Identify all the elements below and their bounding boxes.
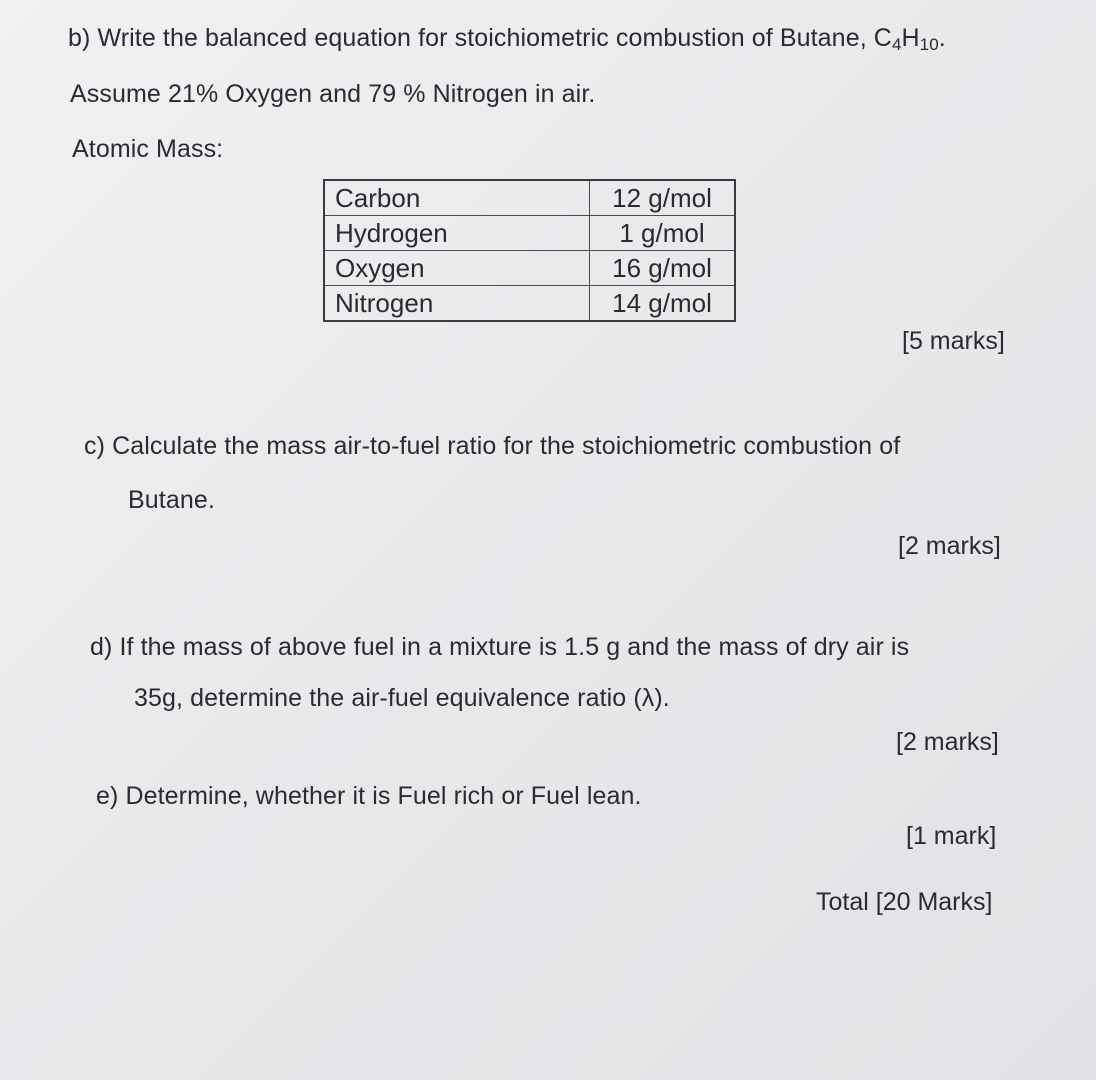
table-row xyxy=(324,216,735,251)
element-name: Carbon xyxy=(324,180,590,216)
question-e-line1: e) Determine, whether it is Fuel rich or Fuel lean. xyxy=(96,782,642,810)
question-b-line1 xyxy=(68,24,946,55)
table-row xyxy=(324,180,735,216)
atomic-mass-label: Atomic Mass: xyxy=(72,135,224,163)
question-e-marks: [1 mark] xyxy=(906,822,997,850)
question-d-marks: [2 marks] xyxy=(896,728,999,756)
question-b-marks: [5 marks] xyxy=(902,327,1005,355)
sentence-end: . xyxy=(938,24,946,52)
question-d-line1: d) If the mass of above fuel in a mixture is 1.5 g and the mass of dry air is xyxy=(90,633,910,661)
hydrogen-symbol: H xyxy=(901,24,920,52)
table-row xyxy=(324,251,735,286)
element-name: Hydrogen xyxy=(324,216,590,251)
element-name: Nitrogen xyxy=(324,286,590,322)
element-mass: 1 g/mol xyxy=(590,216,736,251)
question-d-line2: 35g, determine the air-fuel equivalence ratio (λ). xyxy=(134,684,670,712)
carbon-subscript: 4 xyxy=(891,35,902,54)
question-b-line2: Assume 21% Oxygen and 79 % Nitrogen in air. xyxy=(70,80,596,108)
element-name: Oxygen xyxy=(324,251,590,286)
atomic-mass-table xyxy=(323,179,736,322)
table-row xyxy=(324,286,735,322)
total-marks: Total [20 Marks] xyxy=(816,888,993,916)
element-mass: 16 g/mol xyxy=(590,251,736,286)
hydrogen-subscript: 10 xyxy=(919,35,939,54)
question-c-marks: [2 marks] xyxy=(898,532,1001,560)
question-c-line2: Butane. xyxy=(128,486,215,514)
question-b-text: b) Write the balanced equation for stoichiometric combustion of Butane, C xyxy=(68,24,892,52)
element-mass: 14 g/mol xyxy=(590,286,736,322)
element-mass: 12 g/mol xyxy=(590,180,736,216)
question-c-line1: c) Calculate the mass air-to-fuel ratio for the stoichiometric combustion of xyxy=(84,432,901,460)
